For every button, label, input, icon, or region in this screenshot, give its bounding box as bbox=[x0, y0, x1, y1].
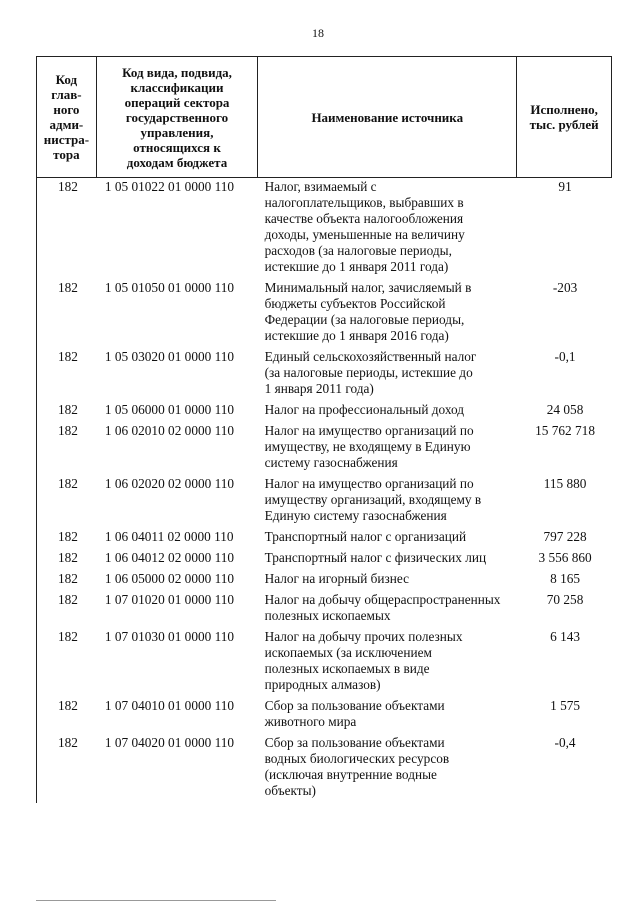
row-amount: 3 556 860 bbox=[538, 550, 592, 565]
row-kbk-code: 1 06 02020 02 0000 110 bbox=[104, 476, 235, 491]
row-kbk-code: 1 07 04010 01 0000 110 bbox=[104, 698, 235, 713]
row-source-name: Сбор за пользование объектами водных биологических ресурсов (исключая внутренние водные объекты) bbox=[264, 735, 450, 798]
row-kbk-code: 1 06 04012 02 0000 110 bbox=[104, 550, 235, 565]
row-kbk-code: 1 07 01030 01 0000 110 bbox=[104, 629, 235, 644]
row-source-name: Единый сельскохозяйственный налог (за налоговые периоды, истекшие до 1 января 2011 года) bbox=[264, 349, 477, 396]
row-spacer bbox=[37, 799, 612, 803]
table-header bbox=[36, 56, 612, 178]
row-admin-code: 182 bbox=[57, 571, 78, 586]
row-kbk-code: 1 06 02010 02 0000 110 bbox=[104, 423, 235, 438]
header-admin-code: Код глав- ного адми- нистра- тора bbox=[37, 57, 97, 177]
header-source-name: Наименование источника bbox=[258, 57, 517, 177]
row-admin-code: 182 bbox=[57, 529, 78, 544]
row-admin-code: 182 bbox=[57, 179, 78, 194]
table-row bbox=[37, 178, 612, 275]
row-amount: 8 165 bbox=[550, 571, 581, 586]
row-source-name: Налог на имущество организаций по имуществу, не входящему в Единую систему газоснабжения bbox=[264, 423, 474, 470]
row-admin-code: 182 bbox=[57, 629, 78, 644]
row-amount: -0,4 bbox=[554, 735, 576, 750]
row-kbk-code: 1 05 01022 01 0000 110 bbox=[104, 179, 235, 194]
row-source-name: Налог на игорный бизнес bbox=[264, 571, 410, 586]
table-row bbox=[37, 628, 612, 693]
table-row bbox=[37, 401, 612, 418]
row-source-name: Налог на добычу общераспространенных полезных ископаемых bbox=[264, 592, 501, 623]
row-source-name: Налог, взимаемый с налогоплательщиков, выбравших в качестве объекта налогообложения доходы, уменьшенные на величину расходов (за налоговые периоды, истекшие до 1 января 2011 года) bbox=[264, 179, 465, 274]
row-admin-code: 182 bbox=[57, 698, 78, 713]
row-kbk-code: 1 05 03020 01 0000 110 bbox=[104, 349, 235, 364]
page-number: 18 bbox=[312, 26, 324, 40]
row-admin-code: 182 bbox=[57, 550, 78, 565]
row-admin-code: 182 bbox=[57, 402, 78, 417]
row-kbk-code: 1 07 01020 01 0000 110 bbox=[104, 592, 235, 607]
row-source-name: Налог на добычу прочих полезных ископаемых (за исключением полезных ископаемых в виде природных алмазов) bbox=[264, 629, 463, 692]
table-row bbox=[37, 348, 612, 397]
row-admin-code: 182 bbox=[57, 592, 78, 607]
table-row bbox=[37, 279, 612, 344]
row-amount: 797 228 bbox=[543, 529, 587, 544]
row-admin-code: 182 bbox=[57, 423, 78, 438]
row-kbk-code: 1 07 04020 01 0000 110 bbox=[104, 735, 235, 750]
header-kbk-code: Код вида, подвида, классификации операций сектора государственного управления, относящихся к доходам бюджета bbox=[97, 57, 258, 177]
row-kbk-code: 1 05 01050 01 0000 110 bbox=[104, 280, 235, 295]
row-source-name: Транспортный налог с физических лиц bbox=[264, 550, 487, 565]
row-source-name: Минимальный налог, зачисляемый в бюджеты субъектов Российской Федерации (за налоговые периоды, истекшие до 1 января 2016 года) bbox=[264, 280, 472, 343]
table-row bbox=[37, 697, 612, 730]
row-source-name: Налог на имущество организаций по имуществу организаций, входящему в Единую систему газоснабжения bbox=[264, 476, 482, 523]
row-amount: -0,1 bbox=[554, 349, 576, 364]
row-admin-code: 182 bbox=[57, 349, 78, 364]
row-kbk-code: 1 05 06000 01 0000 110 bbox=[104, 402, 235, 417]
table-row bbox=[37, 549, 612, 566]
row-source-name: Налог на профессиональный доход bbox=[264, 402, 465, 417]
row-amount: 91 bbox=[558, 179, 572, 194]
row-kbk-code: 1 06 04011 02 0000 110 bbox=[104, 529, 234, 544]
row-admin-code: 182 bbox=[57, 735, 78, 750]
row-amount: 1 575 bbox=[550, 698, 581, 713]
row-kbk-code: 1 06 05000 02 0000 110 bbox=[104, 571, 235, 586]
row-amount: -203 bbox=[552, 280, 578, 295]
row-amount: 70 258 bbox=[546, 592, 584, 607]
header-executed: Исполнено, тыс. рублей bbox=[529, 102, 599, 132]
row-amount: 6 143 bbox=[550, 629, 581, 644]
table-row bbox=[37, 570, 612, 587]
revenue-table bbox=[36, 56, 612, 803]
row-amount: 115 880 bbox=[543, 476, 587, 491]
table-row bbox=[37, 734, 612, 799]
table-row bbox=[37, 591, 612, 624]
table-row bbox=[37, 528, 612, 545]
row-amount: 24 058 bbox=[546, 402, 584, 417]
row-admin-code: 182 bbox=[57, 476, 78, 491]
row-source-name: Сбор за пользование объектами животного мира bbox=[264, 698, 445, 729]
table-row bbox=[37, 475, 612, 524]
table-body bbox=[36, 178, 612, 803]
row-amount: 15 762 718 bbox=[535, 423, 595, 438]
table-row bbox=[37, 422, 612, 471]
row-admin-code: 182 bbox=[57, 280, 78, 295]
row-source-name: Транспортный налог с организаций bbox=[264, 529, 467, 544]
footer-rule bbox=[36, 900, 276, 901]
